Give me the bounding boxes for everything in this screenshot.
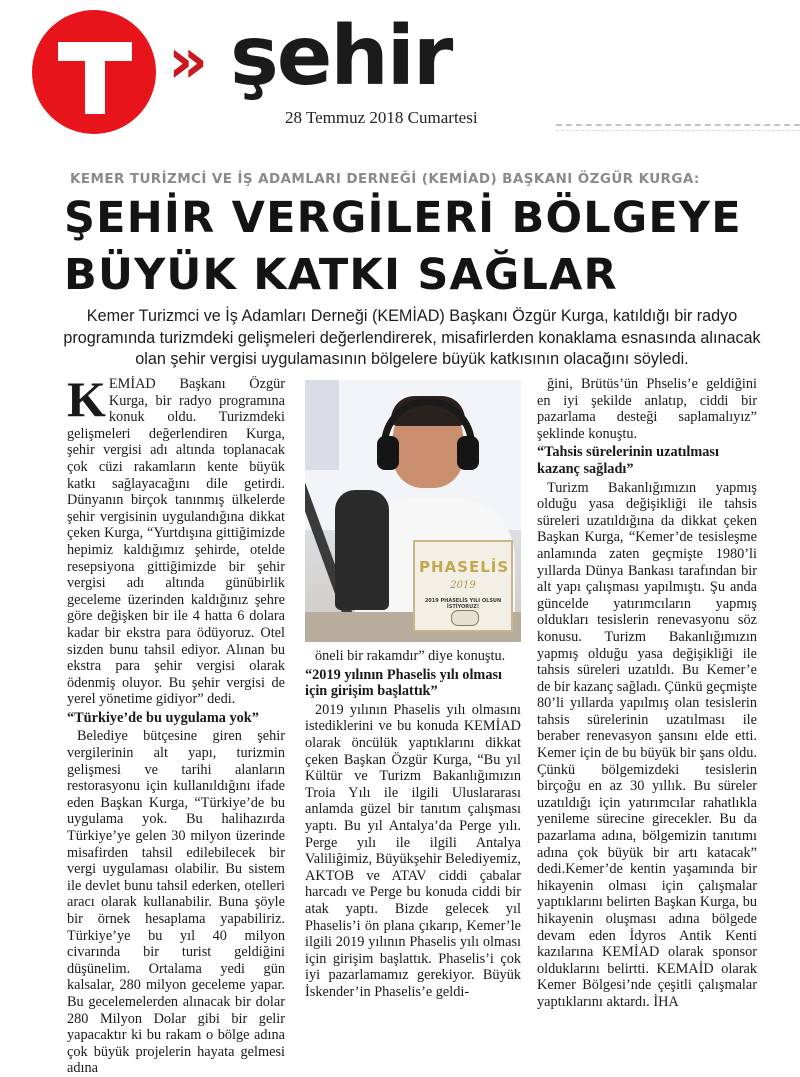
paragraph: öneli bir rakamdır” diye konuştu. xyxy=(315,648,506,664)
plaque-title: PHASELİS xyxy=(419,558,510,576)
paragraph xyxy=(67,371,285,708)
article-photo xyxy=(305,380,521,642)
article-kicker: KEMER TURİZMCİ VE İŞ ADAMLARI DERNEĞİ (KEMİAD) BAŞKANI ÖZGÜR KURGA: xyxy=(70,171,700,187)
drop-cap: K xyxy=(67,371,106,427)
dashed-divider xyxy=(556,130,800,131)
article-column-1 xyxy=(67,371,285,1077)
logo-letter-t-stem xyxy=(85,42,105,114)
subheading: “Türkiye’de bu uygulama yok” xyxy=(67,709,259,726)
section-title: şehir xyxy=(230,9,452,104)
article-column-2 xyxy=(305,648,521,1000)
paragraph: Belediye bütçesine giren şehir vergilerinin alt yapı, turizmin gelişmesi ve tarihi alanların restorasyonu için kullanıldığını ifade eden Başkan Kurga, “Türkiye’de bu uygulama yok. Bu halihazırda Türkiye’ye gelen 30 milyon üzerinde misafirden tahsil edilebilecek bir vergi uygulaması olabilir. Bu sistem ile devlet bunu tahsil ederken, otelleri aracı olarak kullanabilir. Buna şöyle bir örnek hesaplama yapabiliriz. Türkiye’ye bu yıl 40 milyon civarında bir turist geldiğini düşünelim. Ortalama yedi gün kalsalar, 280 milyon geceleme yapar. Bu gecelemelerden alınacak bir dolar 280 Milyon Dolar gibi bir gelir yapacaktır ki bu rakam o bölge adına çok büyük projelerin hayata gelmesi adına xyxy=(67,728,285,1077)
headline-line: ŞEHİR VERGİLERİ BÖLGEYE xyxy=(64,193,742,243)
paragraph: 2019 yılının Phaselis yılı olmasını istediklerini ve bu konuda KEMİAD olarak öncülük yaptıklarını dikkat çeken Başkan Özgür Kurga, “Bu yıl Kültür ve Turizm Bakanlığımızın Troia Yılı ile ilgili Uluslararası anlamda güzel bir tanıtım çalışması yaptı. Bu yıl Antalya’da Perge yılı. Perge yılı ile ilgili Antalya Valiliğimiz, Büyükşehir Belediyemiz, AKTOB ve ATAV ciddi çabalar harcadı ve Perge bu konuda ciddi bir atak yaptı. Bizde gelecek yıl Phaselis’i ön plana çıkarıp, Kemer’le ilgili 2019 yılının Phaselis yılı olması için girişim başlattık. Phaselis’i çok iyi pazarlamamız gerekiyor. Büyük İskender’in Phaselis’e geldi- xyxy=(305,701,522,1000)
article-lead: Kemer Turizmci ve İş Adamları Derneği (KEMİAD) Başkanı Özgür Kurga, katıldığı bir radyo programında turizmdeki gelişmeleri değerlendirerek, misafirlerden konaklama esnasında alınacak olan şehir vergisi uygulamasının bölgelere büyük katkısının olacağını söyledi. xyxy=(63,307,761,368)
section-separator: » xyxy=(168,24,203,97)
article-headline xyxy=(64,190,764,304)
article-column-3 xyxy=(537,376,757,1011)
paragraph-text: EMİAD Başkanı Özgür Kurga, bir radyo programına konuk oldu. Turizmdeki gelişmeleri değerlendiren Kurga, şehir vergisi adı altında toplanacak çok cüzi rakamların kente büyük katkı sağlayacağını dile getirdi. Dünyanın birçok tanınmış ülkelerde şehir vergisinin uygulandığına dikkat çeken Kurga, “Yurtdışına gittiğimizde hepimiz kaldığımız şehirde, otelde resepsiyona gittiğimizde bir şehir vergisi adı altında günübirlik geceleme üzerinden kaldığınız şehre göre değişken bir ile 4 hatta 6 dolara kadar bir ekstra para ödüyoruz. Otel sizden bunu tahsil ediyor. Alınan bu ekstra para şehir vergisi olarak ödenmiş oluyor. Bu şehir vergisi de yerel yönetime gidiyor” dedi. xyxy=(67,376,285,708)
masthead xyxy=(0,0,800,140)
photo-wall-frame xyxy=(305,380,339,470)
headphone-ear-right xyxy=(457,436,479,470)
subheading: “Tahsis sürelerinin uzatılması kazanç sağladı” xyxy=(537,444,719,477)
phaselis-plaque xyxy=(413,540,513,632)
headphone-ear-left xyxy=(377,436,399,470)
plaque-slogan: 2019 PHASELİS YILI OLSUN İSTİYORUZ! xyxy=(424,598,502,610)
subheading: “2019 yılının Phaselis yılı olması için girişim başlattık” xyxy=(305,666,503,700)
microphone-icon xyxy=(335,490,389,610)
plaque-badge-icon xyxy=(451,610,479,626)
issue-date: 28 Temmuz 2018 Cumartesi xyxy=(285,108,478,127)
paragraph: ğini, Brütüs’ün Phselis’e geldiğini en iyi şekilde anlatıp, ciddi bir pazarlama desteği saplamalıyız” şeklinde konuştu. xyxy=(537,376,757,442)
paragraph: Turizm Bakanlığımızın yapmış olduğu yasa değişikliği ile tahsis süreleri uzatıldığına da dikkat çeken Başkan Kurga, “Kemer’de tesisleşme anlamında zaten geçmişte 1980’li yıllarda Dünya Bankası tarafından bir alt yapı çalışması yapılmıştı. Şu anda güncelde yatırımcıların yapmış oldukları tesislerin renevasyonu söz konusu. Turizm Bakanlığımızın yapmış olduğu yasa değişikliği ile tahsis süreleri uzatıldı. Bu Kemer’e de bir kazanç sağladı. Çünkü geçmişte 80’li yıllarda yapılmış olan tesislerin tahsis sürelerinin uzatılması ile beraber renevasyon şansını elde etti. Kemer için de bu büyük bir şans oldu. Çünkü bölgemizdeki tesislerin birçoğu en az 30 yıllık. Bu süreler uzatıldığı için yatırımcılar rahatlıkla yenileme sürecine girecekler. Bu da pazarlama adına, bölgemizin tanıtımı adına çok büyük bir artı katacak” dedi.Kemer’de kentin yaşamında bir hikayenin olması için çalışmalar yaptıklarını belirten Başkan Kurga, bu hikayenin oluşması adına bölgede devam eden İdyros Antik Kenti kazılarına KEMİAD olarak sponsor olduklarını belirtti. KEMAİD olarak Kemer Bölgesi’nde çeşitli çalışmalar yaptıklarını aktardı. İHA xyxy=(537,479,757,1010)
headline-line: BÜYÜK KATKI SAĞLAR xyxy=(64,250,618,300)
dashed-divider xyxy=(556,124,800,126)
plaque-year: 2019 xyxy=(450,580,476,591)
